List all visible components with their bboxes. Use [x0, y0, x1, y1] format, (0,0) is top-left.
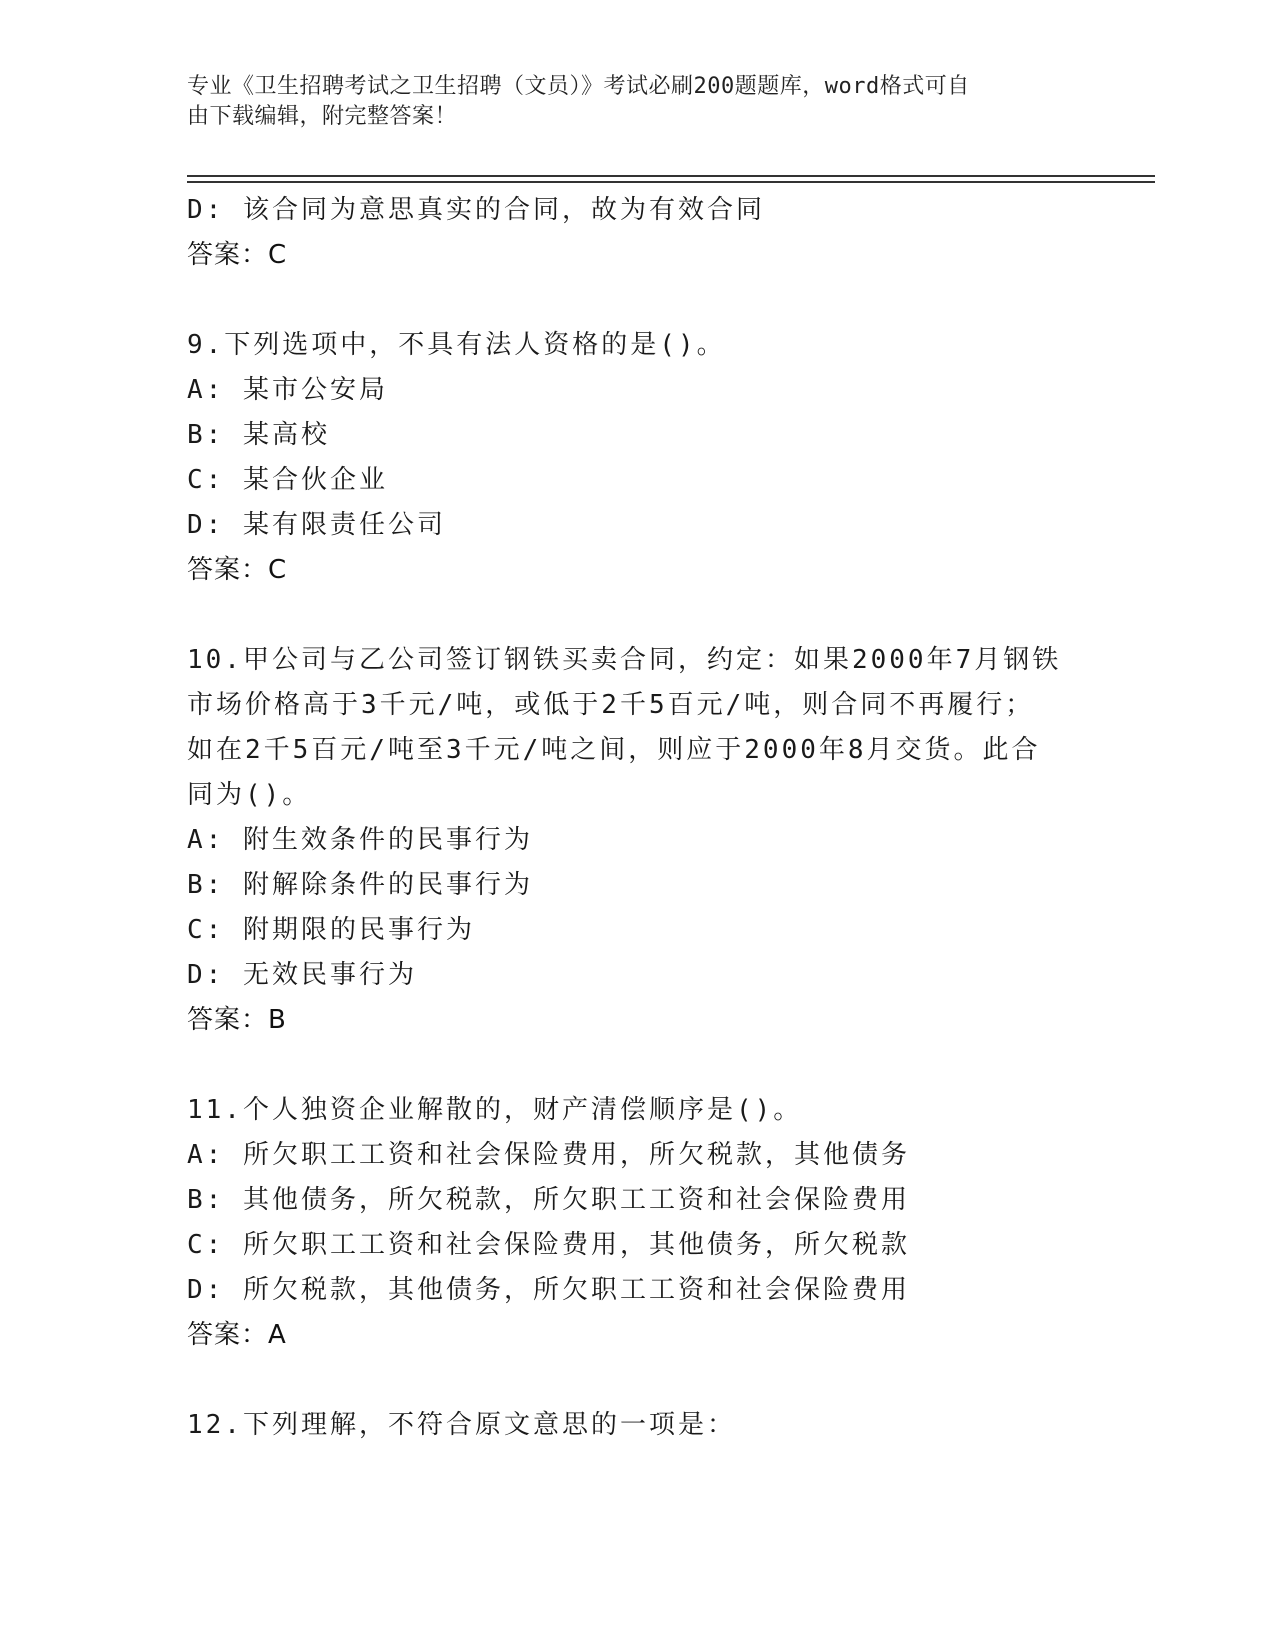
question-answer: 答案：C	[187, 555, 288, 585]
option-d: D: 某有限责任公司	[187, 510, 446, 540]
option-a: A: 所欠职工工资和社会保险费用，所欠税款，其他债务	[187, 1140, 910, 1170]
question-stem: 12.下列理解，不符合原文意思的一项是：	[187, 1410, 736, 1440]
option-c: C: 附期限的民事行为	[187, 915, 475, 945]
prev-answer: 答案：C	[187, 240, 288, 270]
question-11	[187, 1088, 1107, 1358]
document-header	[187, 72, 1067, 132]
option-d: D: 无效民事行为	[187, 960, 417, 990]
question-stem-line-2: 市场价格高于3千元/吨，或低于2千5百元/吨，则合同不再履行；	[187, 690, 1035, 720]
header-line-2: 由下载编辑，附完整答案！	[187, 104, 458, 129]
question-stem-line-1: 10.甲公司与乙公司签订钢铁买卖合同，约定：如果2000年7月钢铁	[187, 645, 1062, 675]
question-9	[187, 323, 1107, 593]
option-b: B: 附解除条件的民事行为	[187, 870, 533, 900]
prev-option-d: D: 该合同为意思真实的合同，故为有效合同	[187, 195, 765, 225]
option-c: C: 某合伙企业	[187, 465, 388, 495]
question-answer: 答案：A	[187, 1320, 287, 1350]
option-c: C: 所欠职工工资和社会保险费用，其他债务，所欠税款	[187, 1230, 910, 1260]
question-stem: 11.个人独资企业解散的，财产清偿顺序是()。	[187, 1095, 803, 1125]
option-a: A: 附生效条件的民事行为	[187, 825, 533, 855]
question-answer: 答案：B	[187, 1005, 287, 1035]
question-stem-line-3: 如在2千5百元/吨至3千元/吨之间，则应于2000年8月交货。此合	[187, 735, 1041, 765]
header-divider-bottom	[187, 181, 1155, 183]
question-stem: 9.下列选项中，不具有法人资格的是()。	[187, 330, 726, 360]
option-d: D: 所欠税款，其他债务，所欠职工工资和社会保险费用	[187, 1275, 910, 1305]
header-line-1: 专业《卫生招聘考试之卫生招聘（文员）》考试必刷200题题库，word格式可自	[187, 74, 970, 99]
option-b: B: 某高校	[187, 420, 330, 450]
option-a: A: 某市公安局	[187, 375, 388, 405]
question-10	[187, 638, 1107, 1043]
option-b: B: 其他债务，所欠税款，所欠职工工资和社会保险费用	[187, 1185, 910, 1215]
question-stem-line-4: 同为()。	[187, 780, 312, 810]
header-divider-top	[187, 175, 1155, 177]
question-12	[187, 1403, 1107, 1448]
question-list	[187, 188, 1107, 1448]
